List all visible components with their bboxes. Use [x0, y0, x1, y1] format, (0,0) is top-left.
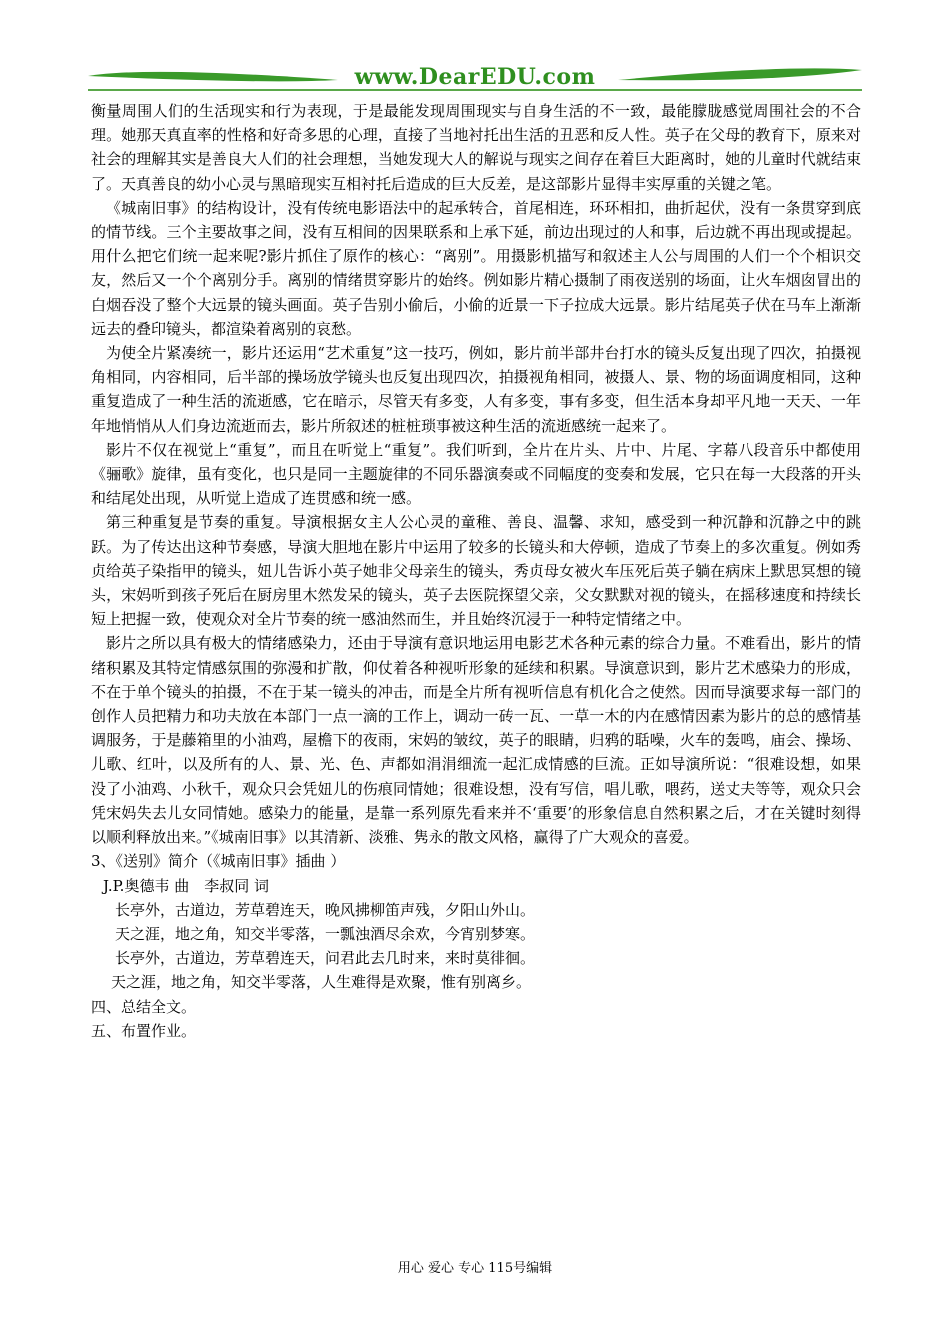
outline-item-summary: 四、总结全文。: [91, 997, 197, 1016]
outline-item-homework: 五、布置作业。: [91, 1021, 197, 1040]
lyric-line: 天之涯，地之角，知交半零落，一瓢浊酒尽余欢，今宵别梦寒。: [115, 924, 536, 943]
site-logo[interactable]: www.DearEDU.com: [354, 64, 596, 90]
lyric-line: 天之涯，地之角，知交半零落，人生难得是欢聚，惟有别离乡。: [111, 973, 532, 992]
site-header: [88, 62, 862, 98]
paragraph-rhythm-repetition: 第三种重复是节奏的重复。导演根据女主人公心灵的童稚、善良、温馨、求知，感受到一种沉静和沉静之中的跳跃。为了传达出这种节奏感，导演大胆地在影片中运用了较多的长镜头和大停顿，造成了节奏上的多次重复。例如秀贞给英子染指甲的镜头，妞儿告诉小英子她非父母亲生的镜头，秀贞母女被火车压死后英子躺在病床上默思冥想的镜头，宋妈听到孩子死后在厨房里木然发呆的镜头，英子去医院探望父亲，父女默默对视的镜头，在摇移速度和持续长短上把握一致，使观众对全片节奏的统一感油然而生，并且始终沉浸于一种特定情绪之中。: [91, 513, 861, 629]
paragraph-audio-repetition: 影片不仅在视觉上“重复”，而且在听觉上“重复”。我们听到，全片在片头、片中、片尾、字幕八段音乐中都使用《骊歌》旋律，虽有变化，也只是同一主题旋律的不同乐器演奏或不同幅度的变奏和发展，它只在每一大段落的开头和结尾处出现，从听觉上造成了连贯感和统一感。: [91, 440, 861, 508]
paragraph-structure: 《城南旧事》的结构设计，没有传统电影语法中的起承转合，首尾相连，环环相扣，曲折起伏，没有一条贯穿到底的情节线。三个主要故事之间，没有互相间的因果联系和上承下延，前边出现过的人和事，后边就不再出现或提起。用什么把它们统一起来呢?影片抓住了原作的核心：“离别”。用摄影机描写和叙述主人公与周围的人们一个个相识交友，然后又一个个离别分手。离别的情绪贯穿影片的始终。例如影片精心摄制了雨夜送别的场面，让火车烟囱冒出的白烟吞没了整个大远景的镜头画面。英子告别小偷后，小偷的近景一下子拉成大远景。影片结尾英子伏在马车上渐渐远去的叠印镜头，都渲染着离别的哀愁。: [91, 198, 861, 338]
lyric-line: 长亭外，古道边，芳草碧连天，问君此去几时来，来时莫徘徊。: [115, 949, 536, 968]
document-body: [91, 99, 861, 1043]
song-credits: J.P.奥德韦 曲 李叔同 词: [103, 876, 269, 895]
song-heading: 3、《送别》简介（《城南旧事》插曲 ）: [91, 852, 346, 871]
paragraph-emotional-power: 影片之所以具有极大的情绪感染力，还由于导演有意识地运用电影艺术各种元素的综合力量。不难看出，影片的情绪积累及其特定情感氛围的弥漫和扩散，仰仗着各种视听形象的延续和积累。导演意识到，影片艺术感染力的形成，不在于单个镜头的拍摄，不在于某一镜头的冲击，而是全片所有视听信息有机化合之使然。因而导演要求每一部门的创作人员把精力和功夫放在本部门一点一滴的工作上，调动一砖一瓦、一草一木的内在感情因素为影片的总的感情基调服务，于是藤箱里的小油鸡，屋檐下的夜雨，宋妈的皱纹，英子的眼睛，归鸦的聒噪，火车的轰鸣，庙会、操场、儿歌、红叶，以及所有的人、景、光、色、声都如涓涓细流一起汇成情感的巨流。正如导演所说：“很难设想，如果没了小油鸡、小秋千，观众只会凭妞儿的伤痕同情她；很难设想，没有写信，唱儿歌，喂药，送丈夫等等，观众只会凭宋妈失去儿女同情她。感染力的能量，是靠一系列原先看来并不‘重要’的形象信息自然积累之后，才在关键时刻得以顺利释放出来。”《城南旧事》以其清新、淡雅、隽永的散文风格，赢得了广大观众的喜爱。: [91, 634, 861, 847]
page-footer: 用心 爱心 专心 115号编辑: [397, 1261, 553, 1276]
paragraph-artistic-repetition: 为使全片紧凑统一，影片还运用“艺术重复”这一技巧，例如，影片前半部井台打水的镜头反复出现了四次，拍摄视角相同，内容相同，后半部的操场放学镜头也反复出现四次，拍摄视角相同，被摄人、景、物的场面调度相同，这种重复造成了一种生活的流逝感，它在暗示，尽管天有多变，人有多变，事有多变，但生活本身却平凡地一天天、一年年地悄悄从人们身边流逝而去，影片所叙述的桩桩琐事被这种生活的流逝感统一起来了。: [91, 344, 861, 435]
paragraph-continuation: 衡量周围人们的生活现实和行为表现，于是最能发现周围现实与自身生活的不一致，最能朦胧感觉周围社会的不合理。她那天真直率的性格和好奇多思的心理，直接了当地衬托出生活的丑恶和反人性。英子在父母的教育下，原来对社会的理解其实是善良大人们的社会理想，当她发现大人的解说与现实之间存在着巨大距离时，她的儿童时代就结束了。天真善良的幼小心灵与黑暗现实互相衬托后造成的巨大反差，是这部影片显得丰实厚重的关键之笔。: [91, 102, 861, 193]
lyric-line: 长亭外，古道边，芳草碧连天，晚风拂柳笛声残，夕阳山外山。: [115, 900, 536, 919]
